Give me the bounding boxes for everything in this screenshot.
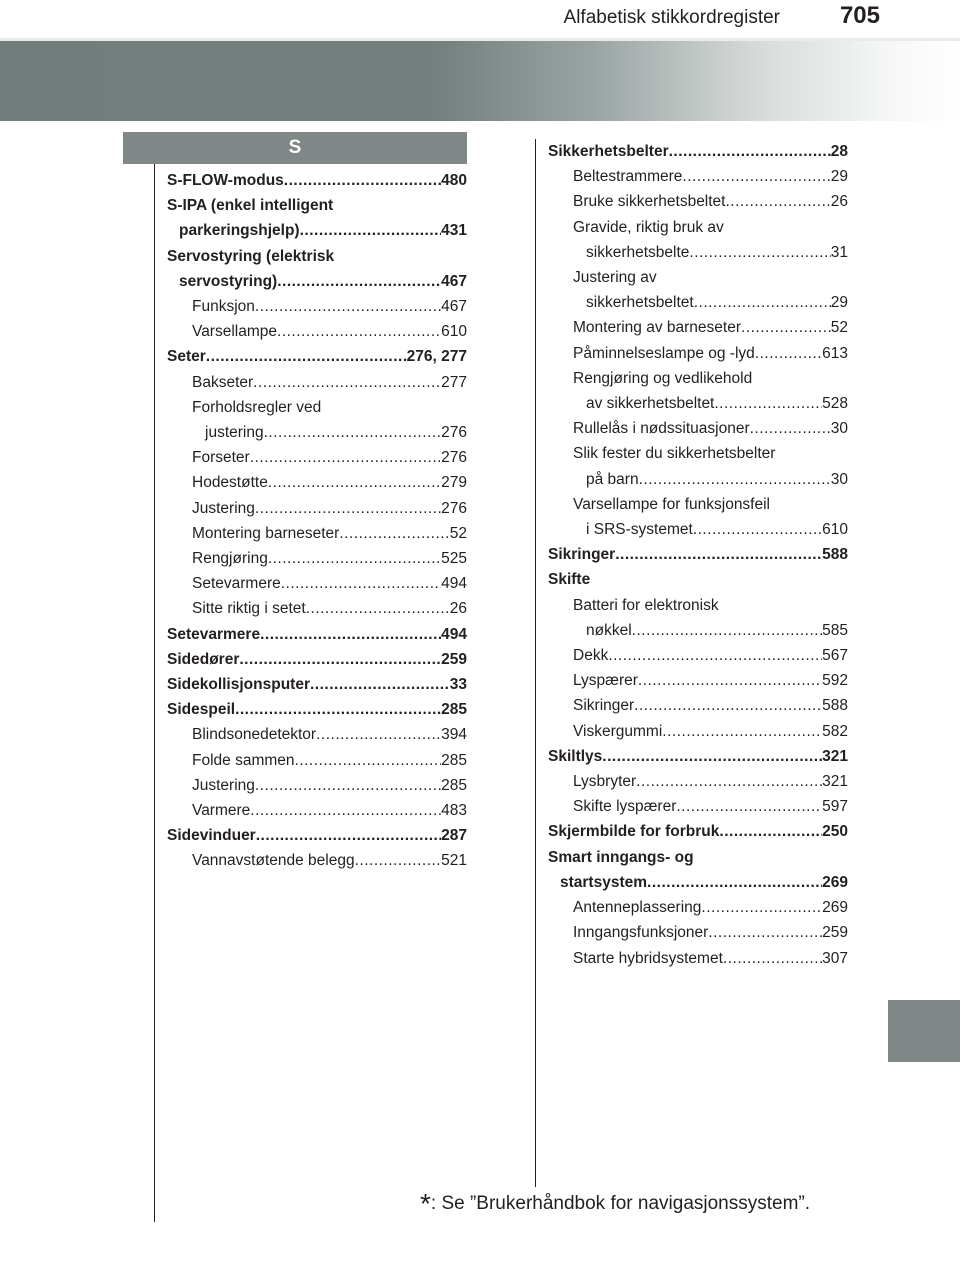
index-entry: [548, 567, 848, 592]
entry-page-ref[interactable]: 269: [822, 873, 848, 891]
dot-leader: [755, 341, 822, 366]
entry-page-ref[interactable]: 592: [822, 672, 848, 690]
footnote: [420, 1188, 810, 1220]
index-entry: [548, 240, 848, 265]
index-entry: [548, 341, 848, 366]
dot-leader: [277, 269, 441, 294]
entry-page-ref[interactable]: 30: [830, 420, 848, 438]
index-entry: [167, 798, 467, 823]
column-divider: [535, 139, 536, 1187]
index-entry: [167, 193, 467, 218]
dot-leader: [250, 445, 441, 470]
entry-page-ref[interactable]: 269: [822, 899, 848, 917]
dot-leader: [639, 467, 831, 492]
entry-term: Bakseter: [192, 373, 254, 391]
entry-term: sikkerhetsbelte: [586, 243, 690, 261]
entry-page-ref[interactable]: 610: [822, 521, 848, 539]
index-entry: [167, 269, 467, 294]
entry-page-ref[interactable]: 480: [441, 172, 467, 189]
entry-page-ref[interactable]: 276: [441, 424, 467, 442]
entry-term: S-IPA (enkel intelligent: [167, 197, 334, 215]
entry-page-ref[interactable]: 494: [441, 575, 467, 593]
entry-term: Skifte lyspærer: [573, 798, 677, 816]
section-letter: S: [288, 137, 302, 158]
index-entry: [167, 571, 467, 596]
section-letter-heading: [123, 132, 467, 164]
header-title: Alfabetisk stikkordregister: [563, 7, 780, 28]
dot-leader: [708, 920, 822, 945]
dot-leader: [268, 546, 441, 571]
entry-page-ref[interactable]: 285: [441, 751, 467, 769]
entry-term: av sikkerhetsbeltet: [586, 395, 715, 413]
dot-leader: [662, 719, 822, 744]
dot-leader: [306, 596, 450, 621]
index-entry: [548, 643, 848, 668]
index-entry: [167, 218, 467, 243]
entry-term: Starte hybridsystemet: [573, 949, 723, 967]
index-entry: [167, 622, 467, 647]
dot-leader: [676, 794, 822, 819]
entry-term: Batteri for elektronisk: [573, 596, 719, 614]
entry-page-ref[interactable]: 259: [441, 650, 467, 668]
entry-page-ref[interactable]: 52: [449, 524, 467, 542]
entry-term: Vannavstøtende belegg: [192, 852, 355, 870]
index-entry: [548, 769, 848, 794]
header-strip: [0, 0, 960, 41]
index-entry: [548, 744, 848, 769]
entry-term: i SRS-systemet: [586, 521, 693, 539]
dot-leader: [295, 748, 442, 773]
entry-term: Varsellampe: [192, 323, 278, 341]
entry-page-ref[interactable]: 431: [441, 222, 467, 240]
entry-term: Smart inngangs- og: [548, 848, 694, 866]
entry-term: Varmere: [192, 802, 251, 820]
entry-term: startsystem: [560, 873, 648, 891]
dot-leader: [281, 571, 441, 596]
entry-term: Inngangsfunksjoner: [573, 924, 709, 942]
entry-term: Setevarmere: [192, 575, 281, 593]
entry-page-ref[interactable]: 494: [441, 625, 467, 643]
entry-term: Justering: [192, 776, 255, 794]
dot-leader: [701, 895, 822, 920]
entry-term: Skifte: [548, 571, 591, 589]
entry-term: servostyring): [179, 272, 278, 290]
index-entry: [167, 168, 467, 193]
entry-page-ref[interactable]: 567: [822, 647, 848, 665]
entry-term: Montering barneseter: [192, 524, 340, 542]
index-entry: [167, 370, 467, 395]
index-entry: [548, 819, 848, 844]
entry-term: Påminnelseslampe og -lyd: [573, 344, 755, 362]
index-entry: [167, 395, 467, 420]
entry-page-ref[interactable]: 29: [830, 168, 848, 186]
entry-term: Skiltlys: [548, 747, 603, 765]
dot-leader: [602, 744, 822, 769]
index-entry: [167, 823, 467, 848]
dot-leader: [239, 647, 441, 672]
entry-page-ref[interactable]: 521: [441, 852, 467, 870]
index-column-right: [548, 139, 848, 971]
entry-page-ref[interactable]: 33: [449, 676, 467, 694]
dot-leader: [723, 946, 822, 971]
entry-page-ref[interactable]: 610: [441, 323, 467, 341]
entry-term: Viskergummi: [573, 722, 663, 740]
entry-page-ref[interactable]: 26: [449, 600, 467, 618]
index-entry: [167, 445, 467, 470]
entry-term: Skjermbilde for forbruk: [548, 823, 720, 841]
entry-term: Blindsonedetektor: [192, 726, 317, 744]
index-entry: [167, 672, 467, 697]
entry-term: Folde sammen: [192, 751, 295, 769]
entry-page-ref[interactable]: 30: [830, 470, 848, 488]
entry-term: Forholdsregler ved: [192, 398, 322, 416]
index-entry: [548, 265, 848, 290]
footnote-marker: *: [420, 1188, 431, 1219]
entry-page-ref[interactable]: 279: [441, 474, 467, 492]
entry-page-ref[interactable]: 321: [822, 747, 848, 765]
dot-leader: [714, 391, 822, 416]
entry-page-ref[interactable]: 307: [822, 949, 848, 967]
entry-term: Rullelås i nødssituasjoner: [573, 420, 750, 438]
index-entry: [548, 946, 848, 971]
entry-page-ref[interactable]: 394: [441, 726, 467, 744]
dot-leader: [719, 819, 822, 844]
index-entry: [548, 920, 848, 945]
entry-term: Rengjøring: [192, 550, 268, 568]
dot-leader: [339, 521, 449, 546]
dot-leader: [235, 697, 441, 722]
entry-page-ref[interactable]: 276: [441, 499, 467, 517]
index-entry: [167, 344, 467, 369]
entry-term: Forseter: [192, 449, 250, 467]
entry-term: Sidekollisjonsputer: [167, 676, 310, 694]
index-entry: [548, 845, 848, 870]
entry-page-ref[interactable]: 259: [822, 924, 848, 942]
index-entry: [167, 496, 467, 521]
entry-page-ref[interactable]: 582: [822, 722, 848, 740]
index-entry: [548, 315, 848, 340]
dot-leader: [693, 517, 822, 542]
entry-page-ref[interactable]: 483: [441, 802, 467, 820]
header-banner: [0, 41, 960, 121]
index-entry: [548, 593, 848, 618]
dot-leader: [310, 672, 450, 697]
index-entry: [548, 668, 848, 693]
entry-term: Sidevinduer: [167, 827, 256, 845]
index-entry: [167, 848, 467, 873]
index-entry: [548, 618, 848, 643]
index-entry: [167, 546, 467, 571]
entry-term: Sitte riktig i setet: [192, 600, 306, 618]
left-column-rule: [154, 164, 155, 1222]
entry-term: på barn: [586, 470, 639, 488]
entry-term: Beltestrammere: [573, 168, 683, 186]
index-entry: [167, 596, 467, 621]
entry-term: Rengjøring og vedlikehold: [573, 369, 753, 387]
dot-leader: [634, 693, 822, 718]
index-entry: [167, 521, 467, 546]
index-entry: [167, 294, 467, 319]
dot-leader: [647, 870, 822, 895]
entry-page-ref[interactable]: 585: [822, 621, 848, 639]
index-entry: [548, 290, 848, 315]
index-column-left: [167, 168, 467, 874]
entry-term: Sikringer: [573, 697, 635, 715]
entry-page-ref[interactable]: 287: [441, 827, 467, 845]
entry-page-ref[interactable]: 321: [822, 773, 848, 791]
entry-page-ref[interactable]: 52: [830, 319, 848, 337]
entry-term: Sidedører: [167, 650, 240, 668]
entry-term: Sidespeil: [167, 701, 236, 719]
entry-page-ref[interactable]: 276, 277: [406, 348, 467, 366]
entry-page-ref[interactable]: 28: [830, 143, 848, 160]
dot-leader: [694, 290, 831, 315]
entry-term: nøkkel: [586, 621, 632, 639]
entry-term: Bruke sikkerhetsbeltet: [573, 193, 726, 211]
dot-leader: [264, 420, 442, 445]
index-entry: [167, 470, 467, 495]
dot-leader: [669, 139, 831, 164]
dot-leader: [615, 542, 822, 567]
entry-term: Sikringer: [548, 546, 616, 564]
entry-term: Servostyring (elektrisk: [167, 247, 335, 265]
dot-leader: [741, 315, 831, 340]
entry-term: parkeringshjelp): [179, 222, 300, 240]
entry-term: Hodestøtte: [192, 474, 268, 492]
dot-leader: [632, 618, 822, 643]
dot-leader: [689, 240, 830, 265]
entry-term: Varsellampe for funksjonsfeil: [573, 495, 770, 513]
entry-term: Antenneplassering: [573, 899, 702, 917]
entry-term: Lyspærer: [573, 672, 638, 690]
dot-leader: [636, 769, 822, 794]
index-entry: [167, 722, 467, 747]
entry-page-ref[interactable]: 467: [441, 272, 467, 290]
entry-page-ref[interactable]: 528: [822, 395, 848, 413]
dot-leader: [750, 416, 831, 441]
index-entry: [167, 697, 467, 722]
entry-term: Lysbryter: [573, 773, 637, 791]
entry-term: Slik fester du sikkerhetsbelter: [573, 445, 776, 463]
index-entry: [548, 366, 848, 391]
entry-term: Funksjon: [192, 298, 255, 316]
dot-leader: [253, 370, 441, 395]
dot-leader: [284, 168, 441, 193]
dot-leader: [256, 823, 441, 848]
index-entry: [548, 139, 848, 164]
entry-term: justering: [205, 424, 264, 442]
index-entry: [548, 895, 848, 920]
index-entry: [548, 215, 848, 240]
entry-page-ref[interactable]: 250: [822, 823, 848, 841]
index-entry: [548, 542, 848, 567]
dot-leader: [260, 622, 441, 647]
entry-term: Justering: [192, 499, 255, 517]
entry-page-ref[interactable]: 588: [822, 546, 848, 564]
index-entry: [548, 870, 848, 895]
entry-page-ref[interactable]: 525: [441, 550, 467, 568]
dot-leader: [255, 294, 441, 319]
entry-term: Dekk: [573, 647, 609, 665]
index-entry: [548, 467, 848, 492]
index-entry: [548, 189, 848, 214]
entry-page-ref[interactable]: 467: [441, 298, 467, 316]
index-entry: [548, 492, 848, 517]
entry-page-ref[interactable]: 588: [822, 697, 848, 715]
index-entry: [548, 441, 848, 466]
entry-page-ref[interactable]: 285: [441, 701, 467, 719]
index-entry: [548, 391, 848, 416]
dot-leader: [316, 722, 441, 747]
entry-page-ref[interactable]: 285: [441, 776, 467, 794]
entry-page-ref[interactable]: 31: [830, 243, 848, 261]
entry-page-ref[interactable]: 597: [822, 798, 848, 816]
page-number: 705: [839, 2, 880, 29]
entry-term: Seter: [167, 348, 206, 366]
index-entry: [548, 416, 848, 441]
entry-term: Montering av barneseter: [573, 319, 742, 337]
section-thumb-tab: [888, 1000, 960, 1062]
dot-leader: [255, 496, 441, 521]
entry-term: sikkerhetsbeltet: [586, 294, 694, 312]
dot-leader: [682, 164, 830, 189]
entry-page-ref[interactable]: 277: [441, 373, 467, 391]
index-entry: [548, 517, 848, 542]
entry-term: Setevarmere: [167, 625, 261, 643]
entry-term: S-FLOW-modus: [167, 172, 284, 189]
dot-leader: [206, 344, 407, 369]
dot-leader: [255, 773, 441, 798]
dot-leader: [268, 470, 441, 495]
entry-term: Justering av: [573, 269, 657, 287]
index-entry: [548, 693, 848, 718]
dot-leader: [300, 218, 442, 243]
entry-term: Gravide, riktig bruk av: [573, 218, 724, 236]
index-entry: [167, 319, 467, 344]
footnote-text: : Se ”Brukerhåndbok for navigasjonssystem”.: [430, 1193, 811, 1214]
index-entry: [167, 420, 467, 445]
index-entry: [548, 164, 848, 189]
dot-leader: [355, 848, 442, 873]
dot-leader: [726, 189, 831, 214]
entry-page-ref[interactable]: 276: [441, 449, 467, 467]
dot-leader: [608, 643, 822, 668]
index-entry: [167, 748, 467, 773]
dot-leader: [277, 319, 441, 344]
entry-term: Sikkerhetsbelter: [548, 143, 669, 160]
index-entry: [167, 647, 467, 672]
entry-page-ref[interactable]: 26: [830, 193, 848, 211]
index-entry: [548, 794, 848, 819]
dot-leader: [638, 668, 822, 693]
index-entry: [167, 773, 467, 798]
entry-page-ref[interactable]: 29: [830, 294, 848, 312]
index-entry: [548, 719, 848, 744]
entry-page-ref[interactable]: 613: [822, 344, 848, 362]
index-entry: [167, 244, 467, 269]
dot-leader: [250, 798, 441, 823]
